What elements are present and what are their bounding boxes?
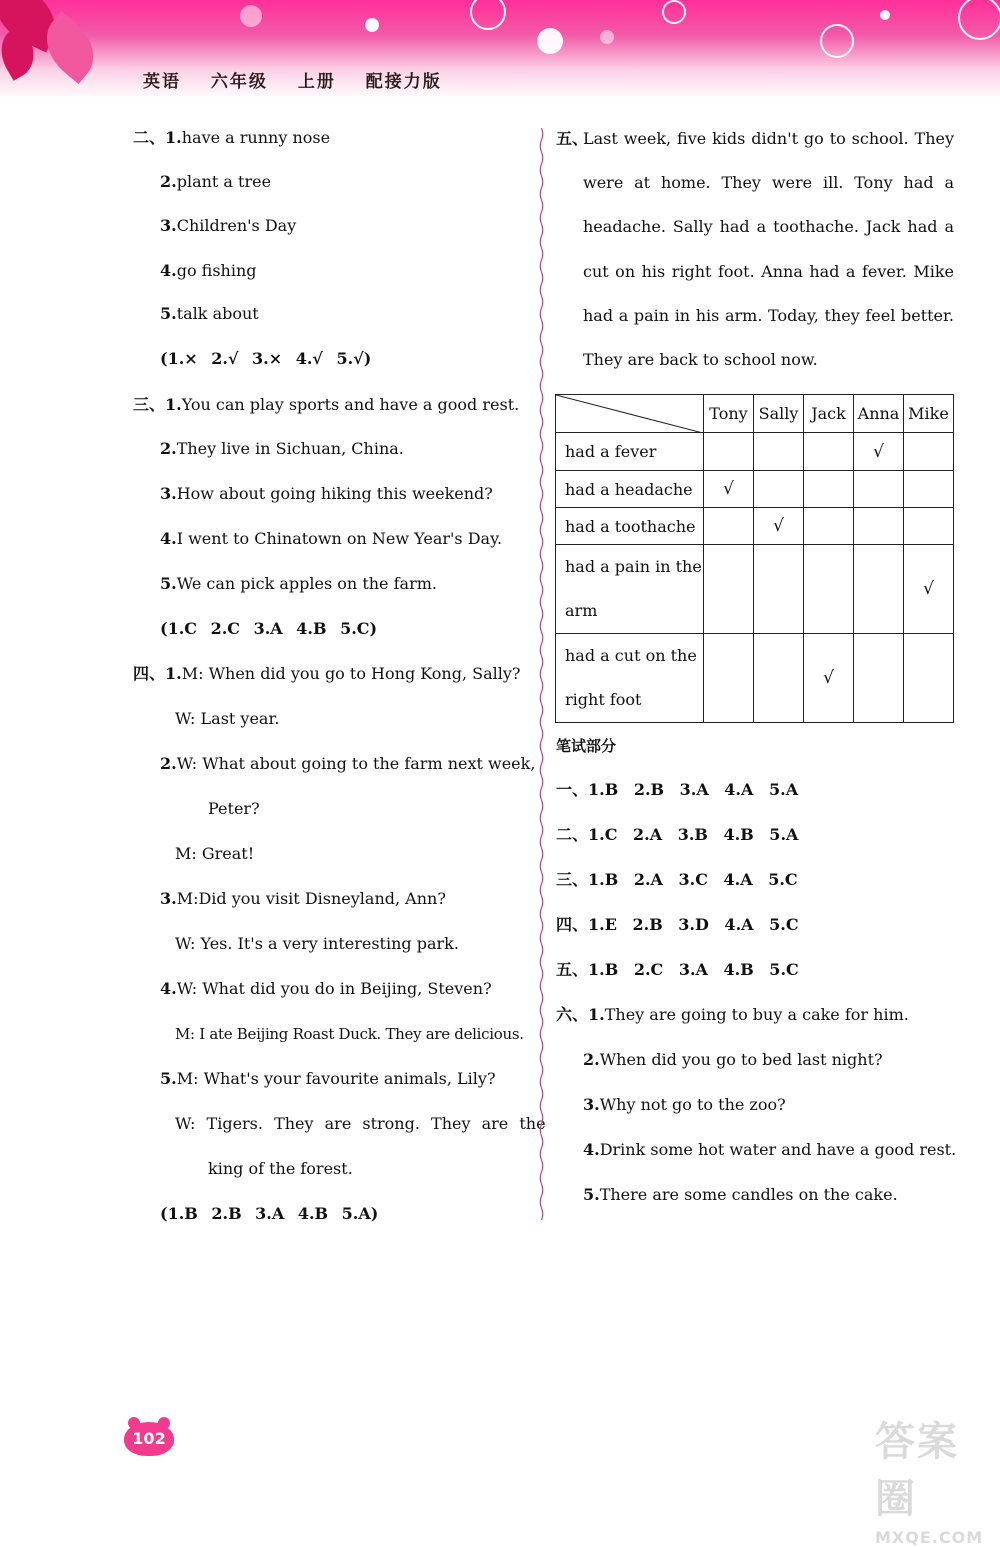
item-number: 1. (165, 664, 182, 683)
item-text: M: When did you go to Hong Kong, Sally? (181, 664, 521, 683)
item-number: 5. (160, 574, 177, 593)
check-cell (854, 508, 904, 545)
volume-label: 上册 (297, 72, 336, 92)
s3-item-5 (133, 574, 437, 594)
check-cell (704, 545, 754, 634)
s2-item-3 (133, 216, 296, 236)
col-header: Sally (754, 395, 804, 433)
check-cell (804, 433, 854, 471)
s5-passage (556, 117, 954, 382)
check-cell: √ (704, 471, 754, 508)
check-cell (704, 433, 754, 471)
item-text: They are going to buy a cake for him. (604, 1005, 909, 1024)
row-label: had a fever (556, 433, 704, 471)
s4-line-12: king of the forest. (208, 1159, 353, 1178)
section-label: 一、 (556, 780, 589, 799)
bubble-decoration (958, 0, 1000, 40)
section-label: 六、 (556, 1005, 589, 1024)
item-number: 1. (588, 1005, 605, 1024)
answer-row (556, 915, 799, 935)
s6-item-4 (556, 1140, 956, 1160)
diagonal-header-cell (556, 395, 704, 433)
s3-answers: (1.C 2.C 3.A 4.B 5.C) (160, 619, 378, 638)
bubble-decoration (365, 18, 379, 32)
table-row (556, 433, 954, 471)
section-label: 三、 (556, 870, 589, 889)
check-cell (904, 634, 954, 723)
item-text: W: What about going to the farm next week, (176, 754, 536, 773)
subject-label: 英语 (143, 72, 181, 92)
col-header: Jack (804, 395, 854, 433)
check-cell (754, 634, 804, 723)
watermark-url: MXQE.COM (875, 1528, 984, 1547)
s3-item-4 (133, 529, 502, 549)
grade-label: 六年级 (210, 72, 268, 92)
item-text: How about going hiking this weekend? (176, 484, 493, 503)
s4-line-8 (133, 979, 492, 999)
item-text: Drink some hot water and have a good rest. (599, 1140, 957, 1159)
item-text: plant a tree (176, 172, 272, 191)
item-number: 3. (583, 1095, 600, 1114)
diagonal-line (556, 395, 703, 433)
item-text: M: What's your favourite animals, Lily? (176, 1069, 496, 1088)
check-cell (904, 508, 954, 545)
check-cell (704, 508, 754, 545)
check-cell (754, 545, 804, 634)
bubble-decoration (820, 24, 854, 58)
section-label: 五、 (556, 960, 589, 979)
answer-text: 1.C 2.A 3.B 4.B 5.A (588, 825, 799, 844)
row-label: had a toothache (556, 508, 704, 545)
check-cell: √ (854, 433, 904, 471)
s4-line-1 (133, 664, 521, 684)
answer-text: 1.B 2.C 3.A 4.B 5.C (588, 960, 799, 979)
s4-line-6 (133, 889, 446, 909)
watermark (875, 1410, 995, 1547)
item-text: talk about (176, 304, 259, 323)
item-text: go fishing (176, 261, 257, 280)
book-title (143, 67, 464, 92)
s3-item-3 (133, 484, 493, 504)
item-text: have a runny nose (181, 128, 331, 147)
item-number: 3. (160, 216, 177, 235)
item-text: M:Did you visit Disneyland, Ann? (176, 889, 446, 908)
row-label (556, 634, 704, 723)
s6-item-2 (556, 1050, 883, 1070)
row-label (556, 545, 704, 634)
item-number: 4. (583, 1140, 600, 1159)
table-row (556, 471, 954, 508)
col-header: Tony (704, 395, 754, 433)
answer-text: 1.B 2.A 3.C 4.A 5.C (588, 870, 798, 889)
s4-line-3 (133, 754, 535, 774)
item-text: I went to Chinatown on New Year's Day. (176, 529, 503, 548)
row-label-line: right foot (565, 690, 642, 709)
s3-item-1 (133, 395, 519, 415)
check-cell (804, 471, 854, 508)
row-label-line: arm (565, 601, 598, 620)
check-cell (854, 634, 904, 723)
answer-row (556, 825, 798, 845)
s2-item-5 (133, 304, 259, 324)
s2-item-2 (133, 172, 271, 192)
s4-line-2: W: Last year. (175, 709, 280, 728)
check-cell: √ (904, 545, 954, 634)
column-divider (539, 128, 544, 1223)
check-cell (904, 471, 954, 508)
item-number: 1. (165, 395, 182, 414)
item-text: We can pick apples on the farm. (176, 574, 437, 593)
col-header: Anna (854, 395, 904, 433)
bubble-decoration (600, 30, 614, 44)
watermark-logo: 答案圈 (875, 1419, 959, 1522)
answer-row (556, 780, 798, 800)
bubble-decoration (662, 0, 686, 24)
bubble-decoration (240, 5, 262, 27)
check-cell (754, 433, 804, 471)
table-header-row (556, 395, 954, 433)
section-label: 五、 (556, 129, 589, 148)
item-text: They live in Sichuan, China. (176, 439, 404, 458)
s4-line-4: Peter? (208, 799, 260, 818)
bubble-decoration (880, 10, 890, 20)
s4-line-7: W: Yes. It's a very interesting park. (175, 934, 459, 953)
item-number: 4. (160, 261, 177, 280)
s2-item-1 (133, 128, 330, 148)
s4-line-5: M: Great! (175, 844, 255, 863)
item-number: 5. (583, 1185, 600, 1204)
item-number: 2. (160, 439, 177, 458)
answer-text: 1.E 2.B 3.D 4.A 5.C (588, 915, 799, 934)
item-text: W: What did you do in Beijing, Steven? (176, 979, 492, 998)
s6-item-5 (556, 1185, 898, 1205)
passage-text: Last week, five kids didn't go to school. They were at home. They were ill. Tony had a headache. Sally had a toothache. Jack had a cut on his right foot. Anna had a fever. Mike had a pain in his arm. Today, they feel better. They are back to school now. (583, 129, 954, 370)
table-row (556, 634, 954, 723)
check-cell: √ (804, 634, 854, 723)
section-label: 二、 (133, 128, 166, 147)
section-label: 四、 (133, 664, 166, 683)
item-number: 3. (160, 889, 177, 908)
item-text: When did you go to bed last night? (599, 1050, 883, 1069)
section-label: 四、 (556, 915, 589, 934)
item-text: There are some candles on the cake. (599, 1185, 898, 1204)
check-cell (704, 634, 754, 723)
page-header (0, 0, 1000, 100)
item-number: 4. (160, 979, 177, 998)
item-number: 2. (160, 172, 177, 191)
s6-item-1 (556, 1005, 909, 1025)
answer-row (556, 960, 799, 980)
check-cell: √ (754, 508, 804, 545)
item-number: 2. (583, 1050, 600, 1069)
item-number: 5. (160, 304, 177, 323)
item-number: 4. (160, 529, 177, 548)
bubble-decoration (537, 28, 563, 54)
item-number: 2. (160, 754, 177, 773)
table-row (556, 508, 954, 545)
s4-answers: (1.B 2.B 3.A 4.B 5.A) (160, 1204, 379, 1223)
table-row (556, 545, 954, 634)
item-number: 1. (165, 128, 182, 147)
page-number: 102 (124, 1422, 174, 1456)
item-text: Children's Day (176, 216, 297, 235)
item-number: 3. (160, 484, 177, 503)
s6-item-3 (556, 1095, 786, 1115)
s4-line-11: W: Tigers. They are strong. They are the (175, 1114, 546, 1133)
check-cell (854, 471, 904, 508)
row-label-line: had a pain in the (565, 557, 702, 576)
check-cell (854, 545, 904, 634)
s4-line-9: M: I ate Beijing Roast Duck. They are delicious. (175, 1025, 524, 1043)
check-cell (804, 545, 854, 634)
row-label: had a headache (556, 471, 704, 508)
s2-answers: (1.× 2.√ 3.× 4.√ 5.√) (160, 349, 372, 368)
section-label: 三、 (133, 395, 166, 414)
answer-text: 1.B 2.B 3.A 4.A 5.A (588, 780, 799, 799)
item-number: 5. (160, 1069, 177, 1088)
s4-line-10 (133, 1069, 496, 1089)
s3-item-2 (133, 439, 404, 459)
check-cell (754, 471, 804, 508)
edition-label: 配接力版 (365, 72, 442, 92)
item-text: You can play sports and have a good rest. (181, 395, 520, 414)
row-label-line: had a cut on the (565, 646, 697, 665)
written-section-title: 笔试部分 (556, 737, 617, 755)
section-label: 二、 (556, 825, 589, 844)
item-text: Why not go to the zoo? (599, 1095, 786, 1114)
s2-item-4 (133, 261, 257, 281)
col-header: Mike (904, 395, 954, 433)
check-cell (904, 433, 954, 471)
symptom-table (555, 394, 954, 723)
answer-row (556, 870, 798, 890)
bubble-decoration (470, 0, 506, 30)
check-cell (804, 508, 854, 545)
